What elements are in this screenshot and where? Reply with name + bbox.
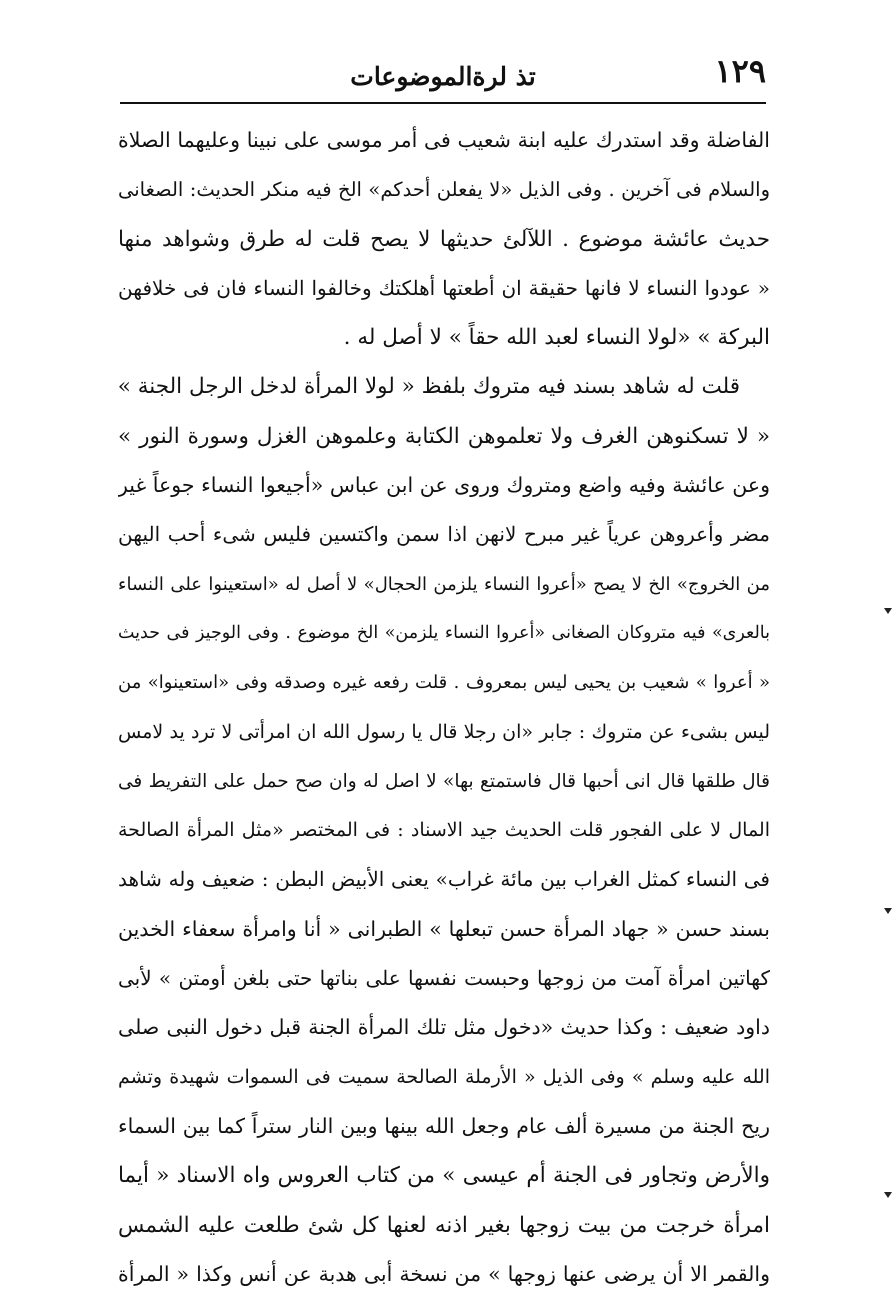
page-number: ١٢٩ [714,52,766,90]
text-line: المال لا على الفجور قلت الحديث جيد الاسناد : فى المختصر «مثل المرأة الصالحة [118,819,770,842]
scan-edge-mark [884,908,892,914]
text-line: « لا تسكنوهن الغرف ولا تعلموهن الكتابة وعلموهن الغزل وسورة النور » [118,423,770,449]
text-line: والقمر الا أن يرضى عنها زوجها » من نسخة أبى هدبة عن أنس وكذا « المرأة [118,1261,770,1286]
text-line: حديث عائشة موضوع . اللآلئ حديثها لا يصح قلت له طرق وشواهد منها [118,226,770,252]
text-line: الفاضلة وقد استدرك عليه ابنة شعيب فى أمر موسى على نبينا وعليهما الصلاة [118,128,770,152]
text-line: بالعرى» فيه متروكان الصغانى «أعروا النساء يلزمن» الخ موضوع . وفى الوجيز فى حديث [118,622,770,643]
running-title: تذ لرةالموضوعات [350,62,536,91]
body-text [118,116,770,1299]
text-line: مضر وأعروهن عرياً غير مبرح لانهن اذا سمن واكتسين فليس شىء أحب اليهن [118,522,770,547]
text-line: من الخروج» الخ لا يصح «أعروا النساء يلزمن الحجال» لا أصل له «استعينوا على النساء [118,573,770,595]
text-line: ليس بشىء عن متروك : جابر «ان رجلا قال يا رسول الله ان امرأتى لا ترد يد لامس [118,720,770,743]
text-line: والسلام فى آخرين . وفى الذيل «لا يفعلن أحدكم» الخ فيه منكر الحديث: الصغانى [118,178,770,202]
header-rule [120,102,766,104]
text-line: والأرض وتجاور فى الجنة أم عيسى » من كتاب العروس واه الاسناد « أيما [118,1163,770,1189]
text-line: قلت له شاهد بسند فيه متروك بلفظ « لولا المرأة لدخل الرجل الجنة » [118,374,740,400]
text-line: وعن عائشة وفيه واضع ومتروك وروى عن ابن عباس «أجيعوا النساء جوعاً غير [118,473,770,498]
scan-edge-mark [884,1192,892,1198]
text-line: « أعروا » شعيب بن يحيى ليس بمعروف . قلت رفعه غيره وصدقه وفى «استعينوا» من [118,672,770,694]
text-line: الله عليه وسلم » وفى الذيل « الأرملة الصالحة سميت فى السموات شهيدة وتشم [118,1065,770,1088]
text-line: فى النساء كمثل الغراب بين مائة غراب» يعنى الأبيض البطن : ضعيف وله شاهد [118,867,770,892]
text-line: بسند حسن « جهاد المرأة حسن تبعلها » الطبرانى « أنا وامرأة سعفاء الخدين [118,916,770,941]
text-line: « عودوا النساء لا فانها حقيقة ان أطعتها أهلكتك وخالفوا النساء فان فى خلافهن [118,275,770,300]
text-line: ريح الجنة من مسيرة ألف عام وجعل الله بينها وبين النار ستراً كما بين السماء [118,1113,770,1138]
scan-edge-mark [884,608,892,614]
text-line: كهاتين امرأة آمت من زوجها وحبست نفسها على بناتها حتى بلغن أومتن » لأبى [118,966,770,991]
text-line: امرأة خرجت من بيت زوجها بغير اذنه لعنها كل شئ طلعت عليه الشمس [118,1212,770,1238]
page-header [120,48,766,98]
text-line: البركة » «لولا النساء لعبد الله حقاً » لا أصل له . [343,325,770,351]
text-line: داود ضعيف : وكذا حديث «دخول مثل تلك المرأة الجنة قبل دخول النبى صلى [118,1015,770,1040]
text-line: قال طلقها قال انى أحبها قال فاستمتع بها» لا اصل له وان صح حمل على التفريط فى [118,770,770,792]
